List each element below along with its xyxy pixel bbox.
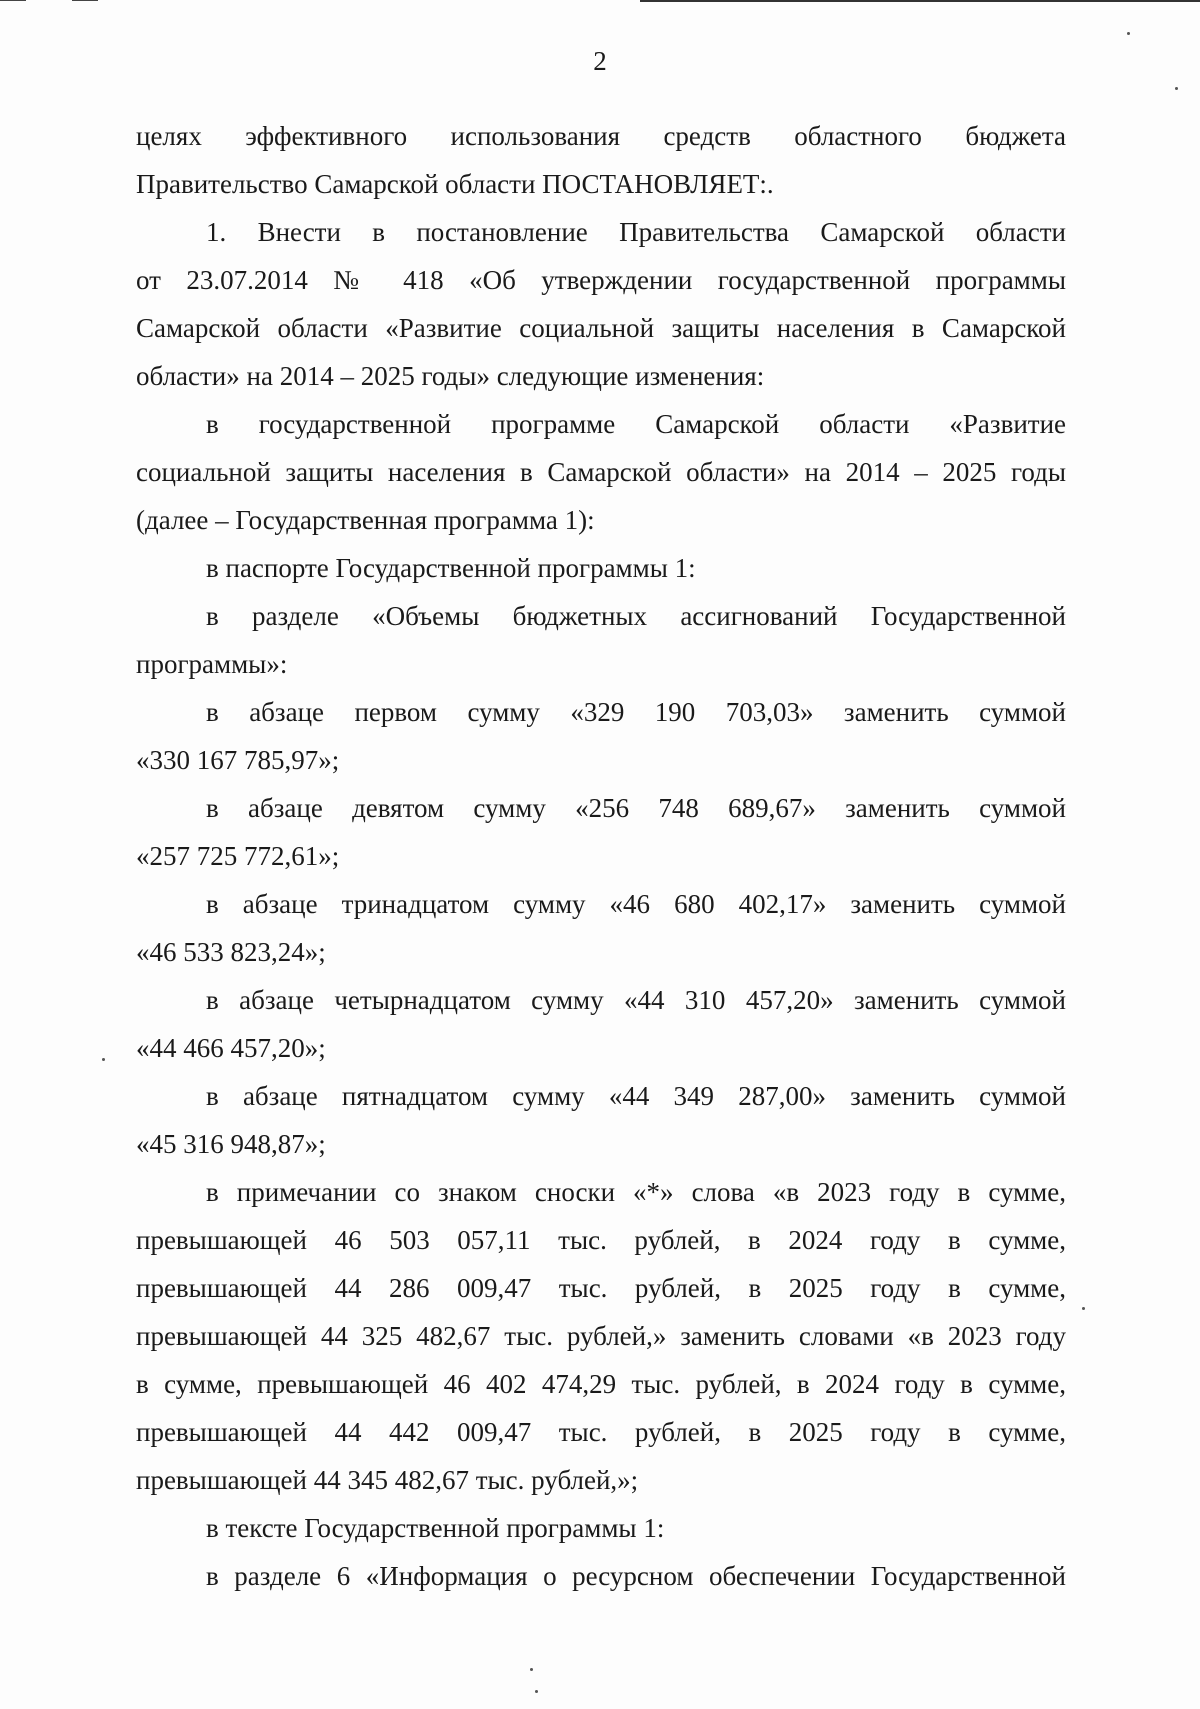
text-line: превышающей 44 345 482,67 тыс. рублей,»; [136,1465,639,1495]
text-line: превышающей 46 503 057,11 тыс. рублей, в 2024 году в сумме, [136,1225,1066,1255]
text-line: «44 466 457,20»; [136,1033,326,1063]
text-line: «330 167 785,97»; [136,745,340,775]
text-line: в абзаце тринадцатом сумму «46 680 402,17» заменить суммой [206,889,1066,919]
scan-mark-top-right [640,0,1200,2]
text-line: «257 725 772,61»; [136,841,340,871]
text-line: в разделе 6 «Информация о ресурсном обеспечении Государственной [206,1561,1066,1591]
text-line: Самарской области «Развитие социальной защиты населения в Самарской [136,313,1066,343]
scan-dot [1175,87,1178,90]
scan-mark-top-left-2 [72,0,98,1]
scan-dot [530,1668,533,1671]
page-number: 2 [593,46,607,76]
scan-dot [102,1058,105,1061]
text-line: превышающей 44 325 482,67 тыс. рублей,» заменить словами «в 2023 году [136,1321,1066,1351]
scan-dot [1127,32,1130,35]
text-line: «45 316 948,87»; [136,1129,326,1159]
text-line: программы»: [136,649,288,679]
text-line: превышающей 44 286 009,47 тыс. рублей, в 2025 году в сумме, [136,1273,1066,1303]
text-line: в сумме, превышающей 46 402 474,29 тыс. рублей, в 2024 году в сумме, [136,1369,1066,1399]
text-line: превышающей 44 442 009,47 тыс. рублей, в 2025 году в сумме, [136,1417,1066,1447]
text-line: 1. Внести в постановление Правительства Самарской области [206,217,1066,247]
text-line: (далее – Государственная программа 1): [136,505,595,535]
text-line: в абзаце четырнадцатом сумму «44 310 457,20» заменить суммой [206,985,1066,1015]
text-line: в абзаце девятом сумму «256 748 689,67» заменить суммой [206,793,1066,823]
text-line: в разделе «Объемы бюджетных ассигнований Государственной [206,601,1066,631]
document-body [136,112,1066,1600]
text-line: в абзаце пятнадцатом сумму «44 349 287,00» заменить суммой [206,1081,1066,1111]
text-line: области» на 2014 – 2025 годы» следующие изменения: [136,361,765,391]
text-line: «46 533 823,24»; [136,937,326,967]
scan-mark-top-left [0,0,26,1]
text-line: в примечании со знаком сноски «*» слова «в 2023 году в сумме, [206,1177,1066,1207]
text-line: социальной защиты населения в Самарской области» на 2014 – 2025 годы [136,457,1066,487]
text-line: от 23.07.2014 № 418 «Об утверждении государственной программы [136,265,1066,295]
text-line: в абзаце первом сумму «329 190 703,03» заменить суммой [206,697,1066,727]
text-line: целях эффективного использования средств областного бюджета [136,121,1066,151]
text-line: в паспорте Государственной программы 1: [206,553,696,583]
text-line: Правительство Самарской области ПОСТАНОВЛЯЕТ:. [136,169,774,199]
scan-dot [1082,1307,1085,1310]
text-line: в тексте Государственной программы 1: [206,1513,665,1543]
text-line: в государственной программе Самарской области «Развитие [206,409,1066,439]
scan-dot [535,1690,538,1693]
